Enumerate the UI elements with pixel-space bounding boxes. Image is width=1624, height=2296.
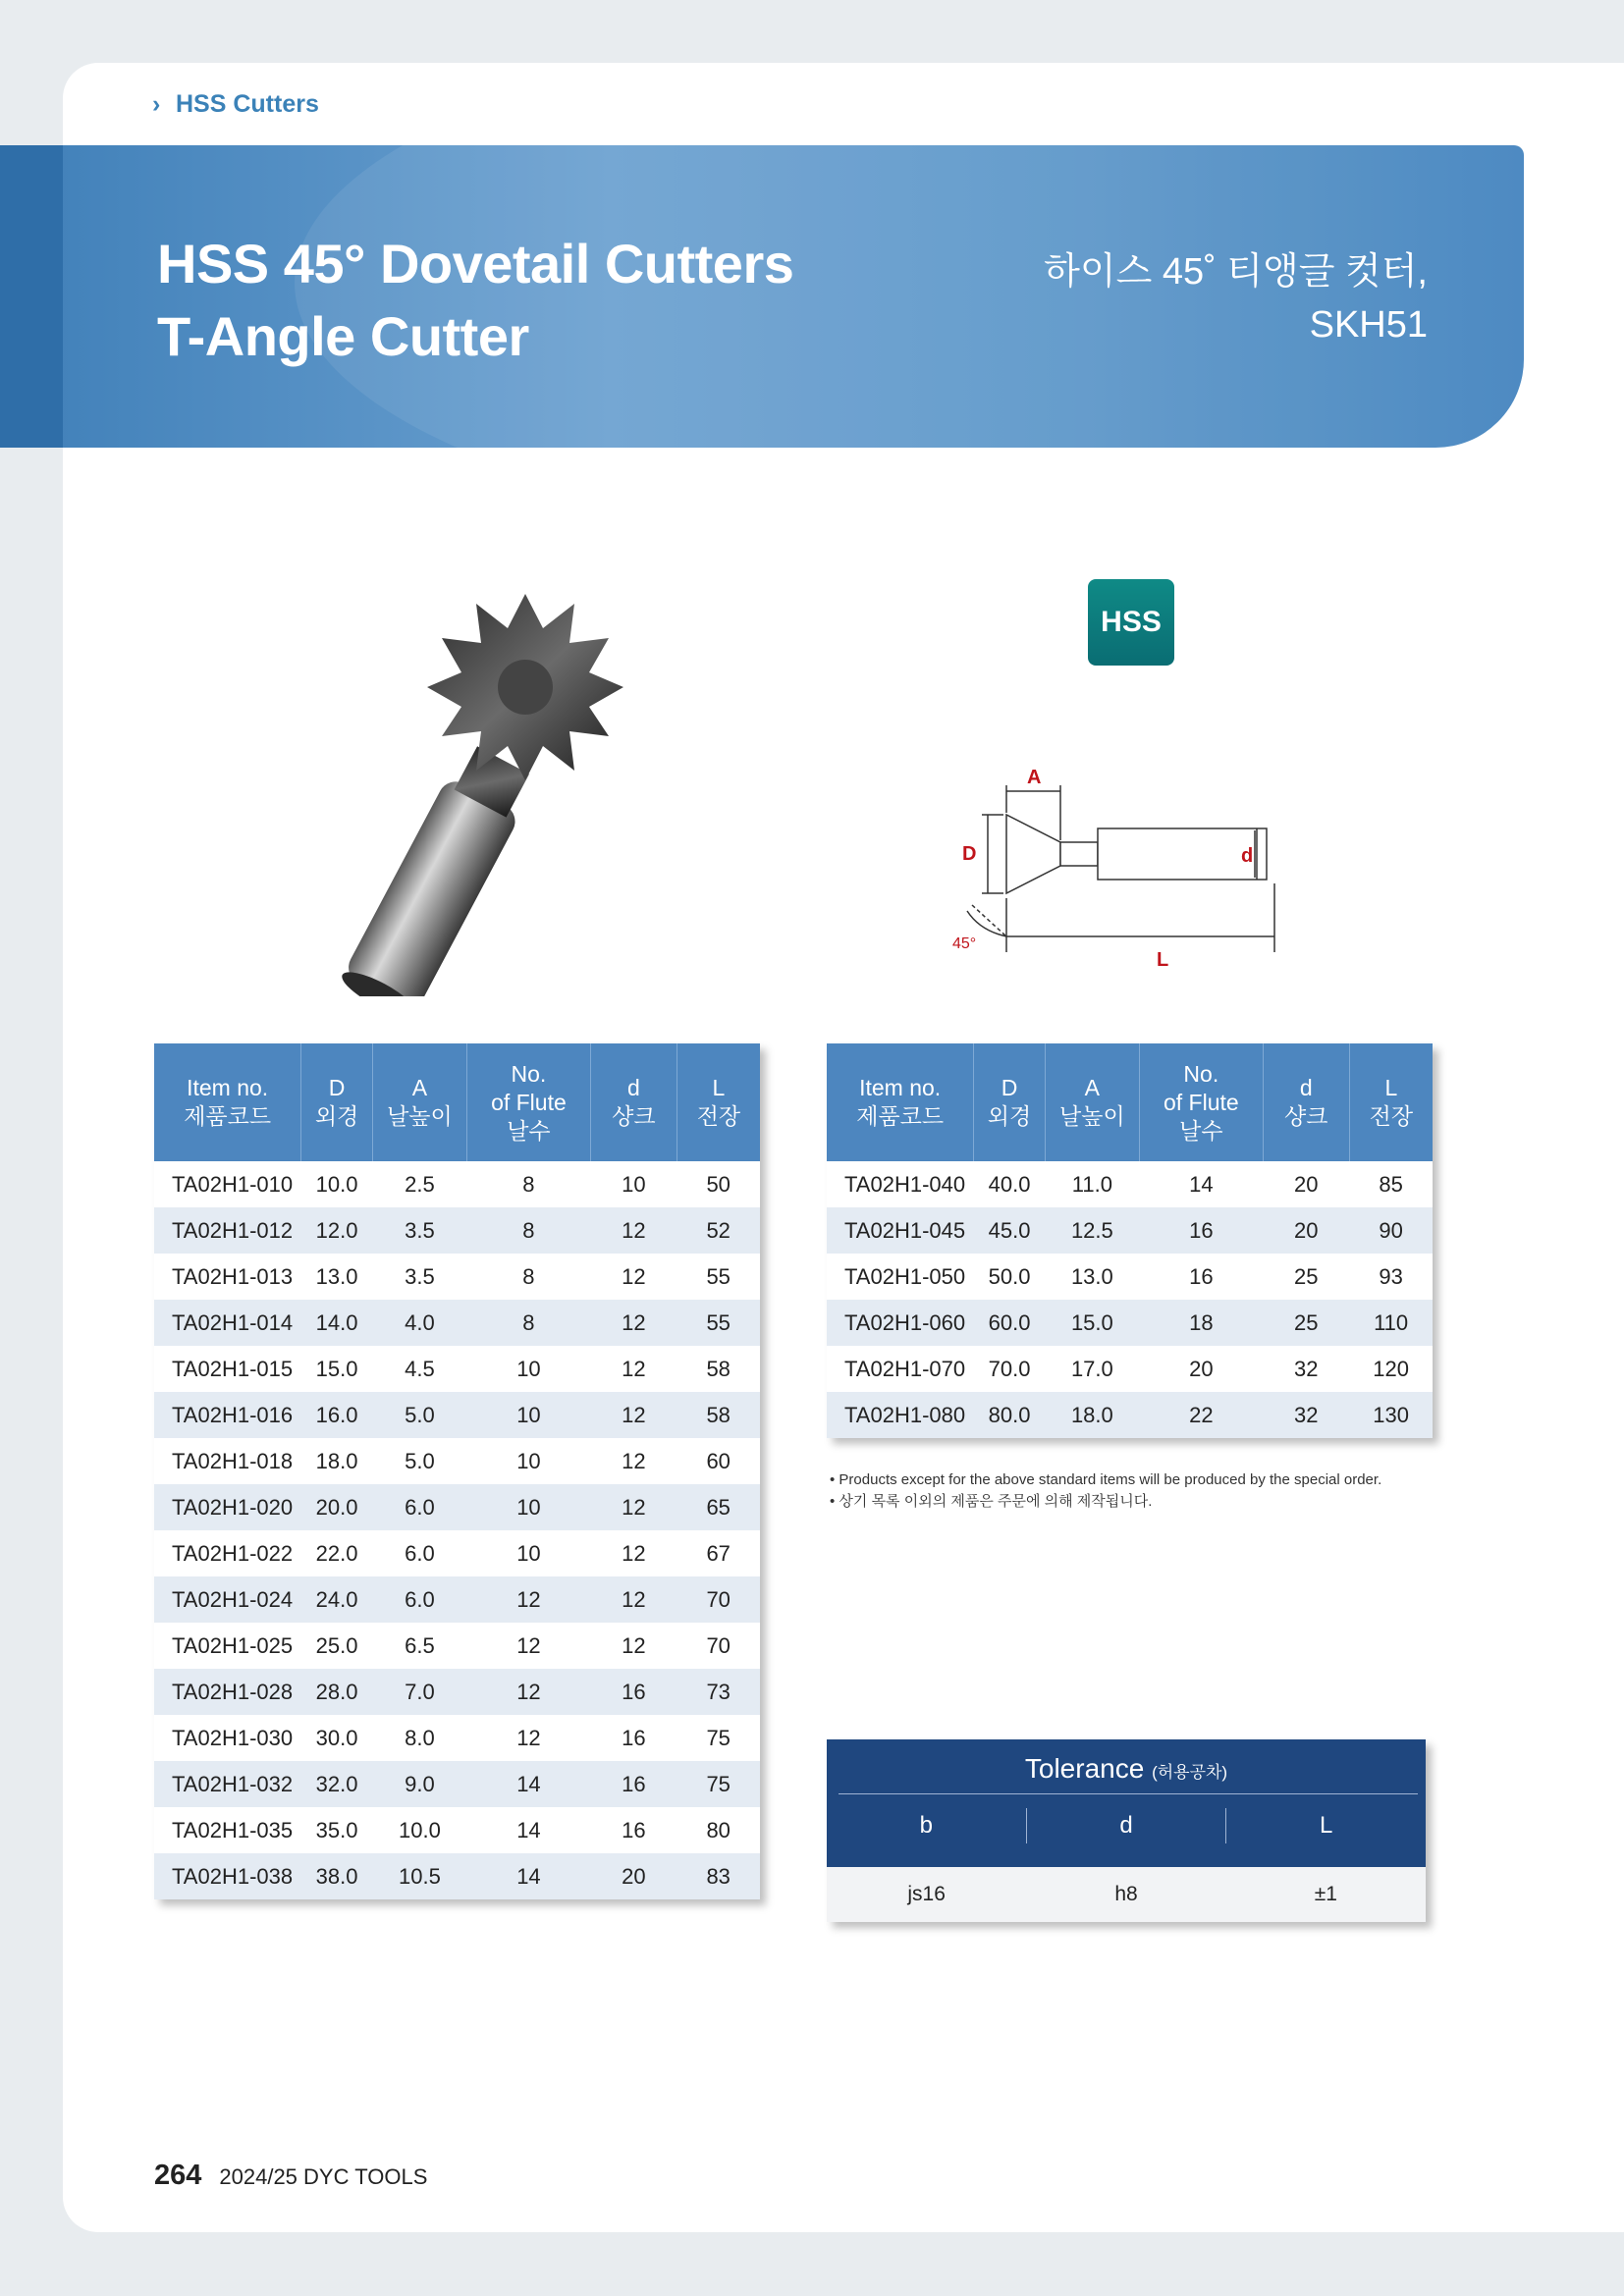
- item-number-cell: TA02H1-038: [154, 1853, 301, 1899]
- table-cell: 12: [622, 1263, 646, 1289]
- table-cell: 6.0: [405, 1540, 435, 1566]
- item-number-cell: TA02H1-050: [844, 1263, 966, 1289]
- page-title-korean: 하이스 45˚ 티앵글 컷터, SKH51: [1044, 251, 1428, 346]
- table-cell: 12: [590, 1484, 677, 1530]
- table-cell: 8.0: [405, 1725, 435, 1750]
- table-cell: 52: [677, 1207, 760, 1254]
- table-row: [827, 1161, 1433, 1207]
- table-cell: 16: [622, 1725, 646, 1750]
- table-cell: 83: [677, 1853, 760, 1899]
- table-cell: 16.0: [301, 1392, 373, 1438]
- dimension-diagram: [943, 756, 1335, 982]
- table-cell: 60.0: [974, 1300, 1046, 1346]
- spec-table-left: [154, 1043, 760, 1899]
- table-cell: 4.5: [405, 1356, 435, 1381]
- footer-text: 2024/25 DYC TOOLS: [219, 2164, 428, 2189]
- item-number-cell: TA02H1-030: [172, 1725, 294, 1750]
- table-row: [827, 1300, 1433, 1346]
- item-number-cell: TA02H1-032: [154, 1761, 301, 1807]
- table-cell: 7.0: [372, 1669, 466, 1715]
- table-cell: 10: [467, 1392, 591, 1438]
- table-cell: 16: [622, 1817, 646, 1842]
- table-cell: 10: [516, 1356, 541, 1381]
- column-header: Item no. 제품코드: [154, 1043, 301, 1161]
- item-number-cell: TA02H1-060: [827, 1300, 974, 1346]
- table-cell: 12: [622, 1356, 646, 1381]
- table-cell: 10.0: [315, 1171, 358, 1197]
- table-cell: 12: [590, 1576, 677, 1623]
- table-cell: 10: [622, 1171, 646, 1197]
- table-row: [154, 1161, 760, 1207]
- table-cell: 35.0: [315, 1817, 358, 1842]
- table-row: [827, 1346, 1433, 1392]
- table-cell: 80: [706, 1817, 731, 1842]
- item-number-cell: TA02H1-015: [172, 1356, 294, 1381]
- table-row: [154, 1669, 760, 1715]
- tolerance-value: ±1: [1314, 1883, 1337, 1905]
- table-cell: 45.0: [974, 1207, 1046, 1254]
- tolerance-title: Tolerance (허용공차): [1024, 1753, 1228, 1784]
- diagram-label-d-outer: D: [962, 843, 977, 865]
- item-number-cell: TA02H1-013: [172, 1263, 294, 1289]
- table-cell: 20: [590, 1853, 677, 1899]
- item-number-cell: TA02H1-020: [154, 1484, 301, 1530]
- table-cell: 38.0: [301, 1853, 373, 1899]
- table-cell: 10.0: [399, 1817, 441, 1842]
- table-cell: 6.0: [372, 1484, 466, 1530]
- table-row: [154, 1346, 760, 1392]
- table-cell: 90: [1349, 1207, 1433, 1254]
- note-en: • Products except for the above standard items will be produced by the special order.: [830, 1469, 1381, 1491]
- table-row: [827, 1254, 1433, 1300]
- table-cell: 58: [677, 1392, 760, 1438]
- diagram-label-d-shank: d: [1241, 845, 1254, 867]
- table-cell: 25.0: [315, 1632, 358, 1658]
- table-cell: 5.0: [405, 1448, 435, 1473]
- breadcrumb[interactable]: › HSS Cutters: [152, 90, 319, 118]
- table-cell: 20: [1189, 1356, 1214, 1381]
- table-cell: 6.5: [405, 1632, 435, 1658]
- table-cell: 12: [590, 1300, 677, 1346]
- table-row: [154, 1715, 760, 1761]
- table-cell: 15.0: [315, 1356, 358, 1381]
- table-cell: 13.0: [1070, 1263, 1113, 1289]
- column-header: A 날높이: [372, 1043, 466, 1161]
- table-cell: 20.0: [301, 1484, 373, 1530]
- product-photo: [285, 584, 736, 996]
- table-cell: 20: [1293, 1171, 1319, 1197]
- table-cell: 12: [622, 1448, 646, 1473]
- table-row: [154, 1853, 760, 1899]
- table-cell: 60: [706, 1448, 731, 1473]
- table-cell: 12.0: [301, 1207, 373, 1254]
- table-cell: 32.0: [301, 1761, 373, 1807]
- column-header: D 외경: [974, 1043, 1046, 1161]
- table-cell: 16: [1139, 1207, 1263, 1254]
- table-cell: 10: [516, 1540, 541, 1566]
- table-cell: 32: [1263, 1392, 1349, 1438]
- table-cell: 14: [467, 1853, 591, 1899]
- tolerance-value: h8: [1114, 1883, 1138, 1905]
- table-cell: 17.0: [1070, 1356, 1113, 1381]
- item-number-cell: TA02H1-014: [154, 1300, 301, 1346]
- table-cell: 70: [706, 1632, 731, 1658]
- table-cell: 28.0: [301, 1669, 373, 1715]
- table-cell: 22.0: [315, 1540, 358, 1566]
- table-row: [154, 1392, 760, 1438]
- table-cell: 11.0: [1071, 1171, 1112, 1197]
- table-cell: 12: [590, 1392, 677, 1438]
- table-cell: 6.0: [372, 1576, 466, 1623]
- column-header: A 날높이: [1045, 1043, 1139, 1161]
- table-cell: 13.0: [315, 1263, 358, 1289]
- item-number-cell: TA02H1-025: [172, 1632, 294, 1658]
- table-cell: 12.5: [1045, 1207, 1139, 1254]
- diagram-label-a: A: [1027, 767, 1042, 788]
- page-title: HSS 45° Dovetail Cutters T-Angle Cutter: [157, 233, 794, 367]
- column-header: L 전장: [1349, 1043, 1433, 1161]
- table-cell: 16: [1189, 1263, 1214, 1289]
- diagram-label-angle: 45°: [952, 935, 977, 952]
- table-cell: 130: [1349, 1392, 1433, 1438]
- table-cell: 12: [516, 1725, 541, 1750]
- table-row: [154, 1300, 760, 1346]
- table-cell: 24.0: [301, 1576, 373, 1623]
- table-cell: 4.0: [372, 1300, 466, 1346]
- table-cell: 50.0: [988, 1263, 1031, 1289]
- table-cell: 8: [467, 1207, 591, 1254]
- table-row: [154, 1207, 760, 1254]
- table-cell: 70.0: [988, 1356, 1031, 1381]
- tolerance-table: [827, 1739, 1426, 1922]
- column-header: No. of Flute 날수: [1139, 1043, 1263, 1161]
- table-cell: 25: [1293, 1263, 1319, 1289]
- table-cell: 85: [1379, 1171, 1403, 1197]
- tolerance-header: b: [919, 1812, 934, 1839]
- table-cell: 14: [467, 1761, 591, 1807]
- table-cell: 50: [706, 1171, 731, 1197]
- table-cell: 16: [590, 1669, 677, 1715]
- table-row: [154, 1576, 760, 1623]
- table-row: [154, 1761, 760, 1807]
- table-cell: 8: [467, 1300, 591, 1346]
- table-row: [154, 1484, 760, 1530]
- table-cell: 14: [1189, 1171, 1214, 1197]
- table-cell: 55: [677, 1300, 760, 1346]
- table-cell: 12: [467, 1669, 591, 1715]
- table-cell: 70: [677, 1576, 760, 1623]
- footer: [154, 2160, 427, 2192]
- table-cell: 2.5: [405, 1171, 435, 1197]
- table-cell: 12: [590, 1207, 677, 1254]
- item-number-cell: TA02H1-028: [154, 1669, 301, 1715]
- item-number-cell: TA02H1-045: [827, 1207, 974, 1254]
- table-cell: 25: [1263, 1300, 1349, 1346]
- table-cell: 110: [1349, 1300, 1433, 1346]
- item-number-cell: TA02H1-018: [172, 1448, 294, 1473]
- item-number-cell: TA02H1-022: [172, 1540, 294, 1566]
- column-header: Item no. 제품코드: [827, 1043, 974, 1161]
- column-header: d 샹크: [1263, 1043, 1349, 1161]
- table-cell: 75: [677, 1761, 760, 1807]
- table-cell: 15.0: [1045, 1300, 1139, 1346]
- table-row: [154, 1254, 760, 1300]
- note-ko: • 상기 목록 이외의 제품은 주문에 의해 제작됩니다.: [830, 1491, 1381, 1513]
- chevron-right-icon: ›: [152, 90, 161, 118]
- table-cell: 18.0: [1045, 1392, 1139, 1438]
- table-cell: 55: [706, 1263, 731, 1289]
- item-number-cell: TA02H1-080: [827, 1392, 974, 1438]
- table-cell: 73: [677, 1669, 760, 1715]
- table-cell: 20: [1263, 1207, 1349, 1254]
- table-cell: 80.0: [974, 1392, 1046, 1438]
- table-row: [154, 1530, 760, 1576]
- item-number-cell: TA02H1-035: [172, 1817, 294, 1842]
- table-cell: 18: [1139, 1300, 1263, 1346]
- table-cell: 12: [622, 1632, 646, 1658]
- table-cell: 22: [1139, 1392, 1263, 1438]
- spec-table-right: [827, 1043, 1433, 1438]
- table-cell: 32: [1293, 1356, 1319, 1381]
- table-cell: 8: [522, 1263, 535, 1289]
- table-cell: 9.0: [372, 1761, 466, 1807]
- table-cell: 14.0: [301, 1300, 373, 1346]
- table-cell: 18.0: [315, 1448, 358, 1473]
- table-cell: 65: [677, 1484, 760, 1530]
- tolerance-header: d: [1026, 1808, 1226, 1843]
- table-cell: 3.5: [372, 1207, 466, 1254]
- item-number-cell: TA02H1-070: [844, 1356, 966, 1381]
- table-cell: 30.0: [315, 1725, 358, 1750]
- tolerance-value: js16: [907, 1883, 946, 1905]
- column-header: L 전장: [677, 1043, 760, 1161]
- table-cell: 3.5: [405, 1263, 435, 1289]
- table-row: [154, 1623, 760, 1669]
- item-number-cell: TA02H1-024: [154, 1576, 301, 1623]
- table-cell: 10.5: [372, 1853, 466, 1899]
- table-row: [154, 1438, 760, 1484]
- table-cell: 8: [522, 1171, 535, 1197]
- table-cell: 58: [706, 1356, 731, 1381]
- item-number-cell: TA02H1-016: [154, 1392, 301, 1438]
- column-header: d 샹크: [590, 1043, 677, 1161]
- item-number-cell: TA02H1-010: [172, 1171, 294, 1197]
- table-cell: 10: [516, 1448, 541, 1473]
- column-header: No. of Flute 날수: [467, 1043, 591, 1161]
- table-cell: 16: [590, 1761, 677, 1807]
- table-cell: 12: [467, 1576, 591, 1623]
- table-cell: 12: [516, 1632, 541, 1658]
- table-cell: 120: [1373, 1356, 1409, 1381]
- table-cell: 14: [516, 1817, 541, 1842]
- tolerance-header: L: [1225, 1808, 1426, 1843]
- column-header: D 외경: [301, 1043, 373, 1161]
- table-cell: 93: [1379, 1263, 1403, 1289]
- table-cell: 40.0: [988, 1171, 1031, 1197]
- table-cell: 75: [706, 1725, 731, 1750]
- table-row: [827, 1392, 1433, 1438]
- item-number-cell: TA02H1-012: [154, 1207, 301, 1254]
- table-cell: 12: [622, 1540, 646, 1566]
- item-number-cell: TA02H1-040: [844, 1171, 966, 1197]
- table-cell: 10: [467, 1484, 591, 1530]
- hss-badge: HSS: [1088, 579, 1174, 666]
- table-cell: 67: [706, 1540, 731, 1566]
- table-cell: 5.0: [372, 1392, 466, 1438]
- table-row: [827, 1207, 1433, 1254]
- notes: [830, 1469, 1381, 1513]
- diagram-label-l: L: [1157, 949, 1169, 971]
- page-number: 264: [154, 2160, 202, 2191]
- table-row: [154, 1807, 760, 1853]
